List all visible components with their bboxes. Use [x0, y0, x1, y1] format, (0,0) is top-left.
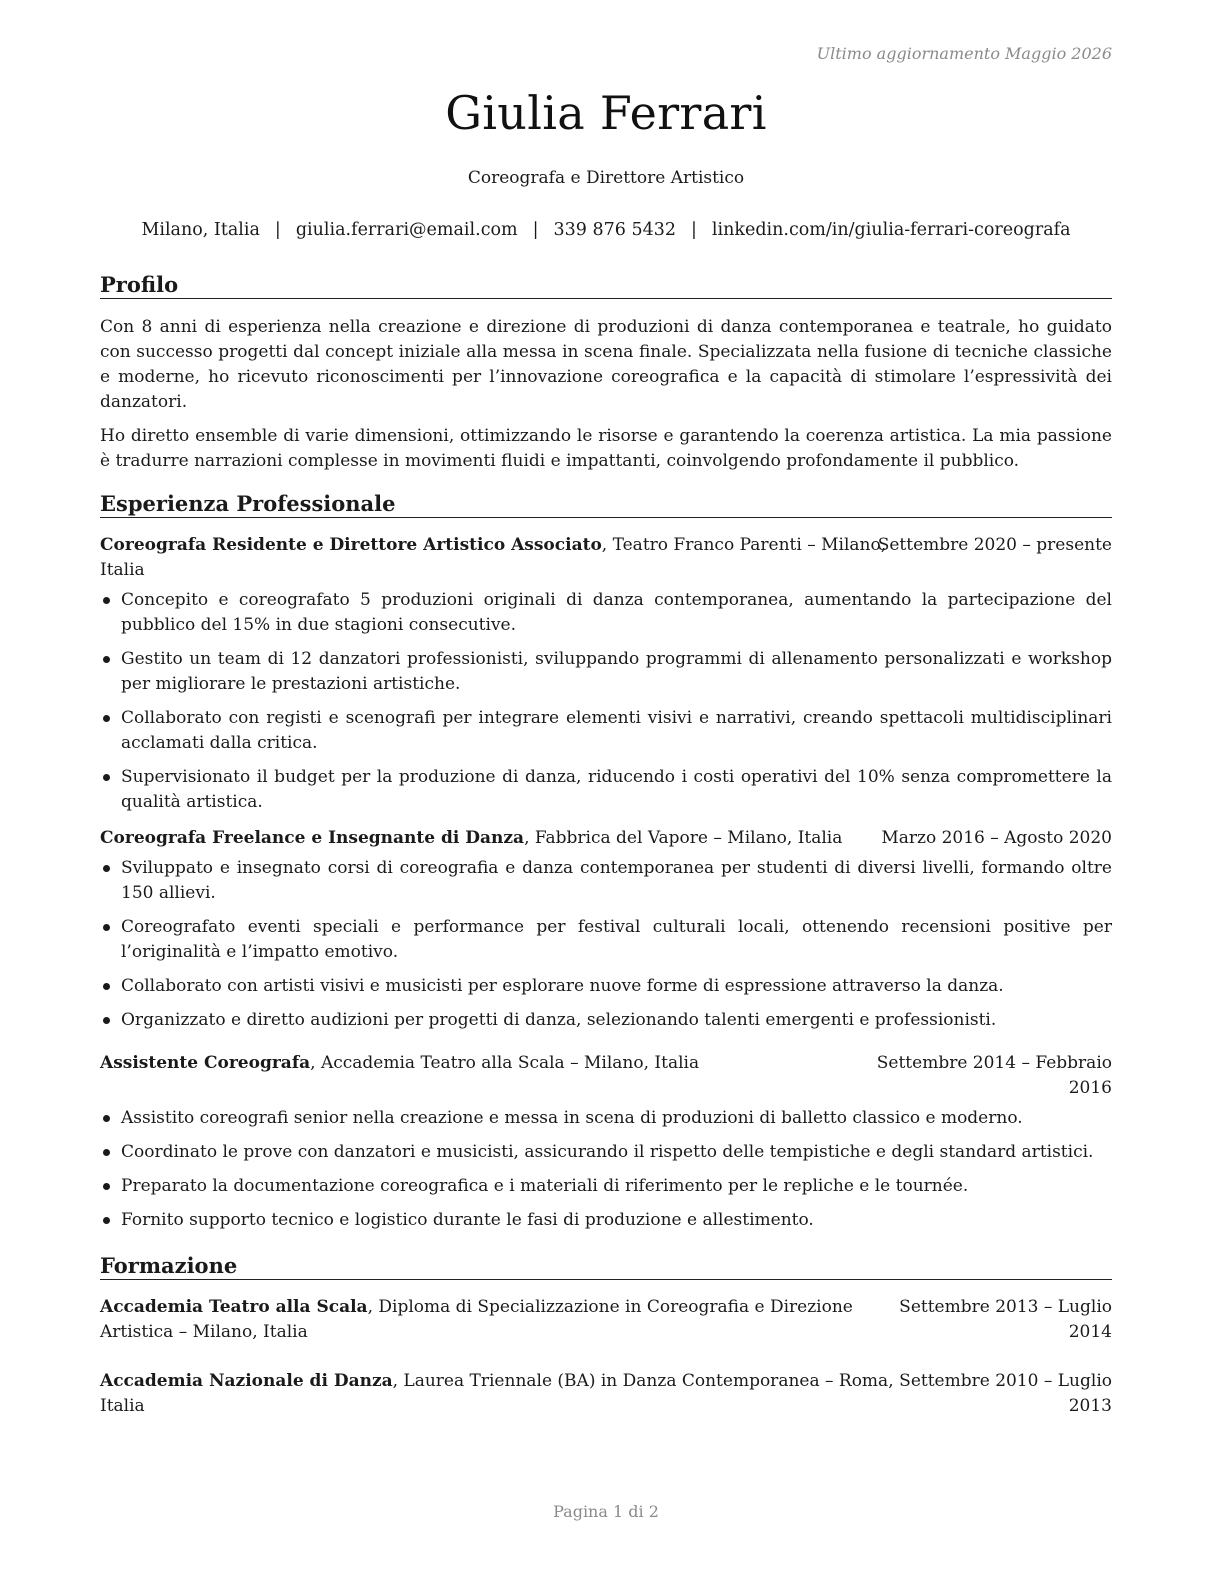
education-dates	[899, 1369, 1112, 1419]
job-place: , Teatro Franco Parenti – Milano,	[601, 535, 887, 555]
section-title-education: Formazione	[100, 1253, 1112, 1280]
education-dates-line: Settembre 2013 – Luglio	[899, 1297, 1112, 1317]
list-item: Coreografato eventi speciali e performance per festival culturali locali, ottenendo recensioni positive per l’originalità e l’impatto emotivo.	[100, 915, 1112, 965]
job-bullets	[100, 1106, 1112, 1242]
job-place: , Fabbrica del Vapore – Milano, Italia	[524, 828, 843, 848]
contact-linkedin[interactable]: linkedin.com/in/giulia-ferrari-coreografa	[711, 220, 1071, 240]
job-dates: Settembre 2020 – presente	[877, 535, 1112, 555]
contact-separator: |	[691, 220, 697, 240]
list-item: Assistito coreografi senior nella creazione e messa in scena di produzioni di balletto classico e moderno.	[100, 1106, 1112, 1131]
profile-paragraph: Con 8 anni di esperienza nella creazione e direzione di produzioni di danza contemporanea e teatrale, ho guidato con successo progetti dal concept iniziale alla messa in scena finale. Specializzata nella fusione di tecniche classiche e moderne, ho ricevuto riconoscimenti per l’innovazione coreografica e la capacità di stimolare l’espressività dei danzatori.	[100, 317, 1112, 412]
job-bullets	[100, 856, 1112, 1042]
candidate-headline: Coreografa e Direttore Artistico	[467, 168, 745, 188]
job-dates-line: Settembre 2014 – Febbraio	[876, 1053, 1112, 1073]
job-place-continued: Italia	[100, 560, 145, 580]
contact-location: Milano, Italia	[141, 220, 260, 240]
education-dates	[899, 1295, 1112, 1345]
job-title-place	[100, 826, 842, 851]
education-school: Accademia Nazionale di Danza	[100, 1371, 393, 1391]
section-title-profile: Profilo	[100, 272, 1112, 299]
list-item: Gestito un team di 12 danzatori professionisti, sviluppando programmi di allenamento personalizzati e workshop per migliorare le prestazioni artistiche.	[100, 647, 1112, 697]
profile-paragraph: Ho diretto ensemble di varie dimensioni, ottimizzando le risorse e garantendo la coerenza artistica. La mia passione è tradurre narrazioni complesse in movimenti fluidi e impattanti, coinvolgendo profondamente il pubblico.	[100, 426, 1112, 471]
list-item: Collaborato con registi e scenografi per integrare elementi visivi e narrativi, creando spettacoli multidisciplinari acclamati dalla critica.	[100, 706, 1112, 756]
education-dates-line: 2014	[1068, 1322, 1112, 1342]
list-item: Fornito supporto tecnico e logistico durante le fasi di produzione e allestimento.	[100, 1208, 1112, 1233]
job-bullets	[100, 588, 1112, 824]
last-updated: Ultimo aggiornamento Maggio 2026	[816, 44, 1112, 63]
list-item: Coordinato le prove con danzatori e musicisti, assicurando il rispetto delle tempistiche e degli standard artistici.	[100, 1140, 1112, 1165]
education-school-degree	[100, 1369, 894, 1419]
job-role: Assistente Coreografa	[100, 1053, 311, 1073]
education-dates-line: 2013	[1068, 1396, 1112, 1416]
section-title-experience: Esperienza Professionale	[100, 491, 1112, 518]
job-header	[100, 826, 1112, 851]
contact-separator: |	[532, 220, 539, 240]
job-role: Coreografa Freelance e Insegnante di Danza	[100, 828, 525, 848]
list-item: Sviluppato e insegnato corsi di coreografia e danza contemporanea per studenti di diversi livelli, formando oltre 150 allievi.	[100, 856, 1112, 906]
education-school: Accademia Teatro alla Scala	[100, 1297, 368, 1317]
education-degree: , Laurea Triennale (BA) in Danza Contemporanea – Roma,	[392, 1371, 894, 1391]
education-degree-continued: Artistica – Milano, Italia	[100, 1322, 308, 1342]
candidate-name: Giulia Ferrari	[445, 86, 767, 140]
education-school-degree	[100, 1295, 853, 1345]
education-dates-line: Settembre 2010 – Luglio	[899, 1371, 1112, 1391]
job-role: Coreografa Residente e Direttore Artistico Associato	[100, 535, 602, 555]
contact-separator: |	[274, 220, 281, 240]
job-header	[100, 1051, 1112, 1101]
list-item: Concepito e coreografato 5 produzioni originali di danza contemporanea, aumentando la partecipazione del pubblico del 15% in due stagioni consecutive.	[100, 588, 1112, 638]
list-item: Preparato la documentazione coreografica e i materiali di riferimento per le repliche e le tournée.	[100, 1174, 1112, 1199]
contact-line	[100, 220, 1112, 240]
job-dates	[877, 1051, 1112, 1101]
contact-phone: 339 876 5432	[553, 220, 676, 240]
list-item: Supervisionato il budget per la produzione di danza, riducendo i costi operativi del 10% senza compromettere la qualità artistica.	[100, 765, 1112, 815]
education-degree-continued: Italia	[100, 1396, 145, 1416]
education-degree: , Diploma di Specializzazione in Coreografia e Direzione	[367, 1297, 853, 1317]
list-item: Collaborato con artisti visivi e musicisti per esplorare nuove forme di espressione attraverso la danza.	[100, 974, 1112, 999]
education-entry	[100, 1369, 1112, 1419]
job-title-place	[100, 533, 886, 583]
job-dates-line: 2016	[1068, 1078, 1112, 1098]
list-item: Organizzato e diretto audizioni per progetti di danza, selezionando talenti emergenti e professionisti.	[100, 1008, 1112, 1033]
contact-email[interactable]: giulia.ferrari@email.com	[295, 220, 518, 240]
job-header	[100, 533, 1112, 583]
education-entry	[100, 1295, 1112, 1345]
job-place: , Accademia Teatro alla Scala – Milano, Italia	[310, 1053, 700, 1073]
page-number: Pagina 1 di 2	[553, 1502, 659, 1521]
job-dates: Marzo 2016 – Agosto 2020	[881, 828, 1112, 848]
job-title-place	[100, 1051, 699, 1076]
resume-page	[100, 0, 1112, 1584]
